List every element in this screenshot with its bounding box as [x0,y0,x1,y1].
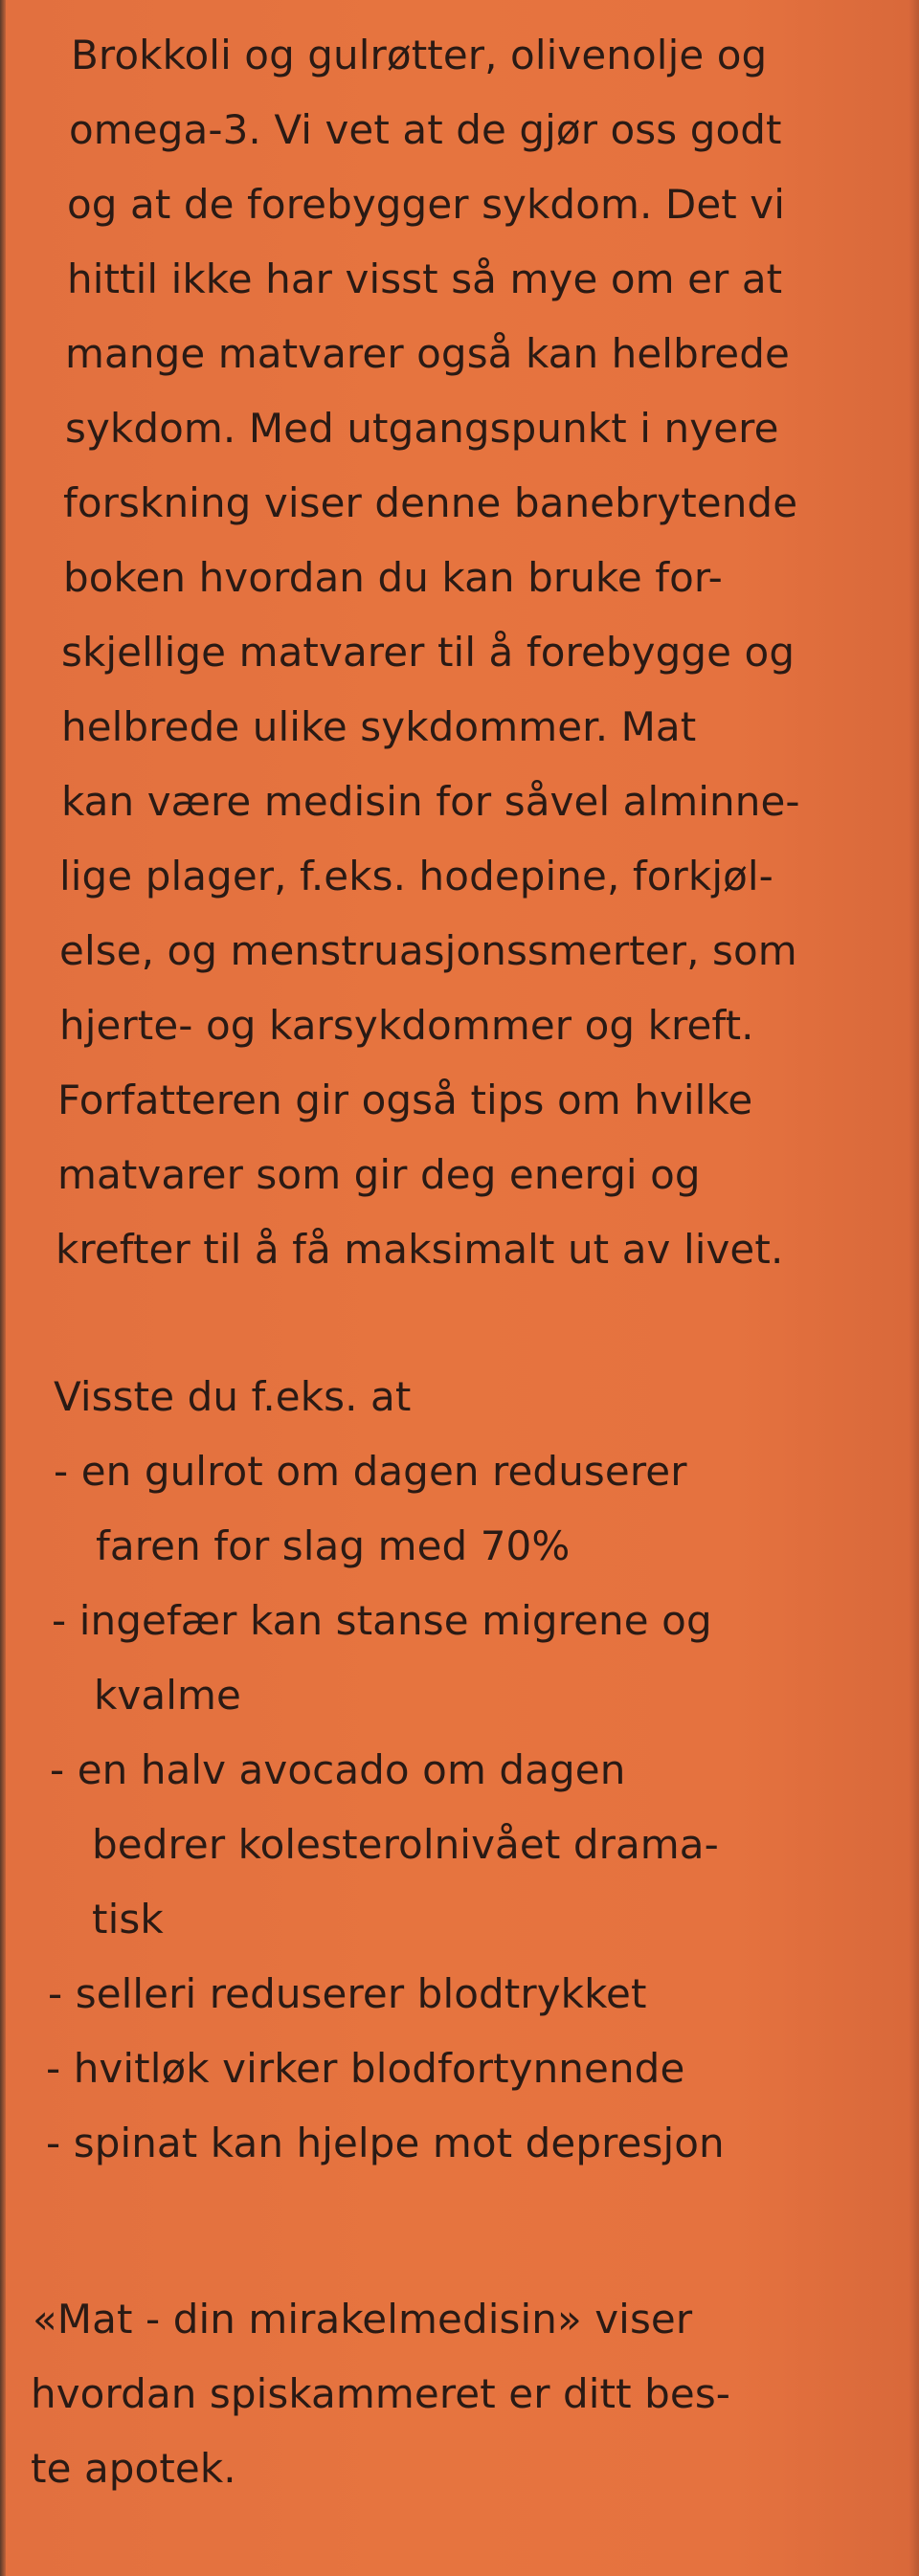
page-edge-left [0,0,6,2576]
list-item: - selleri reduserer blodtrykket [48,1970,647,2017]
text-line: omega-3. Vi vet at de gjør oss godt [69,106,782,153]
text-line: «Mat - din mirakelmedisin» viser [33,2296,693,2343]
text-line: kan være medisin for såvel alminne- [61,778,800,825]
list-item-continuation: tisk [92,1896,164,1943]
text-line: else, og menstruasjonssmerter, som [59,927,797,974]
text-line: Brokkoli og gulrøtter, olivenolje og [71,32,768,78]
text-line: matvarer som gir deg energi og [57,1151,701,1198]
page-edge-right [909,0,919,2576]
text-line: boken hvordan du kan bruke for- [63,554,723,601]
list-item: - hvitløk virker blodfortynnende [46,2045,685,2092]
text-line: mange matvarer også kan helbrede [65,330,790,377]
list-item: - spinat kan hjelpe mot depresjon [46,2120,725,2166]
text-line: krefter til å få maksimalt ut av livet. [56,1226,784,1273]
text-line: og at de forebygger sykdom. Det vi [67,181,786,228]
text-line: forskning viser denne banebrytende [63,479,798,526]
facts-intro: Visste du f.eks. at [54,1373,412,1420]
text-line: hvordan spiskammeret er ditt bes- [31,2370,731,2417]
list-item-continuation: faren for slag med 70% [96,1522,571,1569]
text-line: skjellige matvarer til å forebygge og [61,629,796,676]
text-line: hittil ikke har visst så mye om er at [67,255,783,302]
list-item: - en halv avocado om dagen [50,1746,626,1793]
text-line: hjerte- og karsykdommer og kreft. [59,1002,754,1049]
text-line: sykdom. Med utgangspunkt i nyere [65,405,779,452]
list-item-continuation: bedrer kolesterolnivået drama- [92,1821,719,1868]
list-item: - ingefær kan stanse migrene og [52,1597,712,1644]
list-item-continuation: kvalme [94,1672,241,1719]
text-line: lige plager, f.eks. hodepine, forkjøl- [59,853,773,899]
text-line: te apotek. [31,2445,236,2492]
text-line: helbrede ulike sykdommer. Mat [61,703,697,750]
text-line: Forfatteren gir også tips om hvilke [57,1077,753,1123]
list-item: - en gulrot om dagen reduserer [54,1448,687,1495]
